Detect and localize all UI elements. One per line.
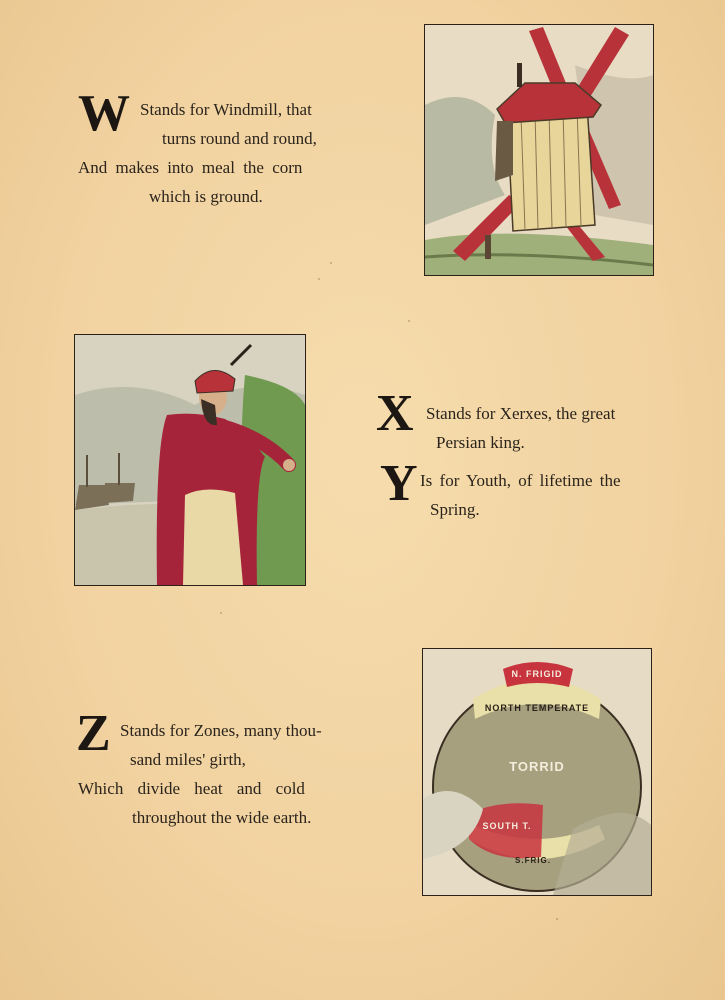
paper-speck [408,320,410,322]
verse-line: turns round and round, [162,129,317,148]
verse-line: And makes into meal the corn [78,158,303,177]
paper-speck [318,278,320,280]
verse-w [78,95,358,211]
globe-zones-icon [423,649,651,895]
verse-line: throughout the wide earth. [132,808,312,827]
verse-line: Is for Youth, of lifetime the [420,471,621,490]
verse-line: sand miles' girth, [130,750,246,769]
verse-line: which is ground. [149,187,263,206]
xerxes-figure-icon [75,335,305,585]
drop-cap-w: W [78,85,130,142]
zones-illustration [422,648,652,896]
zone-label: TORRID [509,759,565,774]
verse-line: Spring. [430,500,480,519]
zone-label: N. FRIGID [511,669,563,679]
verse-line: Which divide heat and cold [78,779,305,798]
zone-label: S.FRIG. [515,856,551,865]
windmill-illustration [424,24,654,276]
verse-line: Stands for Xerxes, the great [426,404,616,423]
paper-speck [220,612,222,614]
verse-line: Stands for Windmill, that [140,100,312,119]
verse-z [78,716,368,832]
paper-speck [330,262,332,264]
verse-y [420,466,660,524]
verse-x [426,399,666,457]
zone-label: NORTH TEMPERATE [484,703,590,713]
drop-cap-x: X [376,385,414,442]
drop-cap-y: Y [380,455,418,512]
windmill-icon [425,25,653,275]
verse-line: Persian king. [436,433,525,452]
drop-cap-z: Z [76,705,111,762]
zone-label: SOUTH T. [482,821,532,831]
paper-speck [556,918,558,920]
xerxes-illustration [74,334,306,586]
verse-line: Stands for Zones, many thou- [120,721,322,740]
